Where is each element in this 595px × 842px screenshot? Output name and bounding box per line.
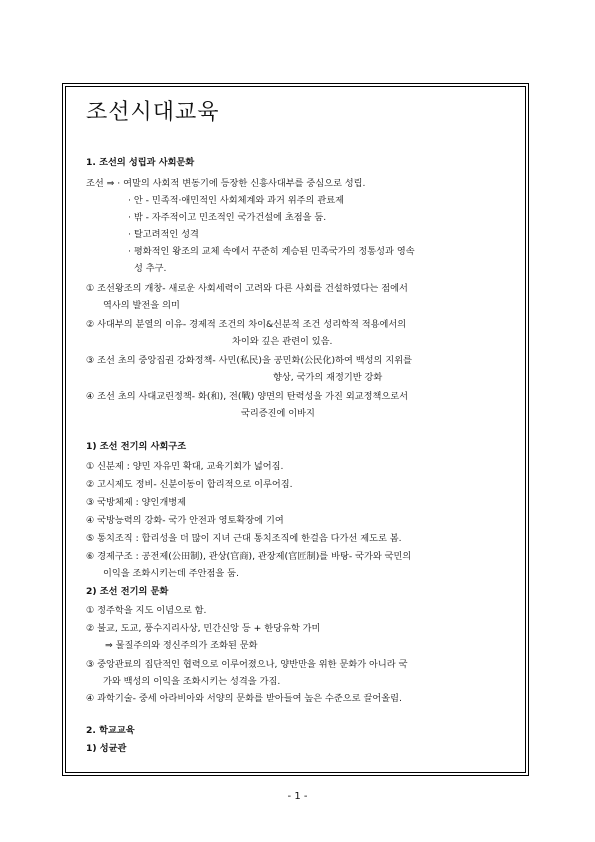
section1-2-item-cont: 가와 백성의 이익을 조화시키는 성격을 가짐. [103, 676, 281, 687]
section1-1-item: ④ 국방능력의 강화- 국가 안전과 영토확장에 기여 [86, 515, 284, 526]
section1-1-item: ③ 국방체제 : 양인개병제 [86, 497, 186, 508]
section1-2-heading: 2) 조선 전기의 문화 [86, 586, 169, 597]
page-number: - 1 - [287, 791, 308, 802]
section1-item-cont: 향상, 국가의 재정기반 강화 [273, 372, 383, 383]
section1-2-item: ① 정주학을 지도 이념으로 함. [86, 605, 207, 616]
section1-2-item: ④ 과학기술- 중세 아라비아와 서양의 문화를 받아들여 높은 수준으로 끌어올림. [86, 693, 402, 704]
section1-intro-line: 성 추구. [134, 263, 167, 274]
section2-subheading: 1) 성균관 [86, 743, 127, 754]
section1-item: ③ 조선 초의 중앙집권 강화정책- 사민(私民)을 공민화(公民化)하여 백성의 지위를 [86, 355, 412, 366]
section1-intro-line: · 탈고려적인 성격 [128, 229, 199, 240]
section1-1-heading: 1) 조선 전기의 사회구조 [86, 441, 187, 452]
section1-1-item-cont: 이익을 조화시키는데 주안점을 둠. [103, 568, 239, 579]
section1-item-cont: 역사의 발전을 의미 [103, 300, 180, 311]
section1-item-cont: 국리증진에 이바지 [241, 408, 315, 419]
section1-heading: 1. 조선의 성립과 사회문화 [86, 157, 195, 168]
section1-intro-line: · 안 - 민족적·애민적인 사회체계와 과거 위주의 관료제 [128, 195, 344, 206]
section1-item-cont: 차이와 깊은 관련이 있음. [232, 336, 333, 347]
section1-item: ④ 조선 초의 사대교린정책- 화(和), 전(戰) 양면의 탄력성을 가진 외교정책으로서 [86, 391, 408, 402]
section1-2-item-cont: ⇒ 물질주의와 정신주의가 조화된 문화 [105, 640, 258, 651]
section1-item: ② 사대부의 분열의 이유- 경제적 조건의 차이&신분적 조건 성리학적 적용에서의 [86, 319, 407, 330]
section1-2-item: ③ 중앙관료의 집단적인 협력으로 이루어졌으나, 양반만을 위한 문화가 아니라 국 [86, 659, 408, 670]
section1-intro-line: · 평화적인 왕조의 교체 속에서 꾸준히 계승된 민족국가의 정통성과 영속 [128, 246, 415, 257]
section1-1-item: ① 신분제 : 양민 자유민 확대, 교육기회가 넓어짐. [86, 461, 284, 472]
section2-heading: 2. 학교교육 [86, 725, 135, 736]
section1-1-item: ② 고시제도 정비- 신분이동이 합리적으로 이루어짐. [86, 479, 293, 490]
document-title: 조선시대교육 [86, 100, 220, 125]
section1-2-item: ② 불교, 도교, 풍수지리사상, 민간신앙 등 + 한당유학 가미 [86, 623, 321, 634]
section1-intro-line: 조선 ⇒ · 여말의 사회적 변동기에 등장한 신흥사대부를 중심으로 성립. [86, 178, 366, 189]
section1-1-item: ⑤ 통치조직 : 합리성을 더 많이 지녀 근대 통치조직에 한걸음 다가선 제도로 봄. [86, 533, 402, 544]
section1-item: ① 조선왕조의 개창- 새로운 사회세력이 고려와 다른 사회를 건설하였다는 점에서 [86, 283, 408, 294]
section1-1-item: ⑥ 경제구조 : 공전제(公田制), 관상(官商), 관장제(官匠制)를 바탕- 국가와 국민의 [86, 551, 412, 562]
section1-intro-line: · 밖 - 자주적이고 민조적인 국가건설에 초점을 둠. [128, 212, 327, 223]
